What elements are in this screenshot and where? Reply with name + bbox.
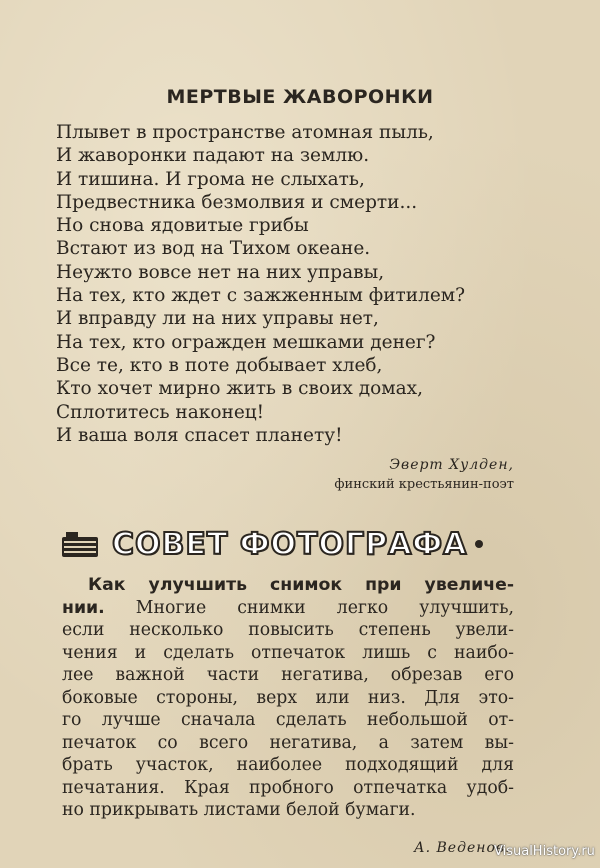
poem-line: И тишина. И грома не слыхать, [56, 168, 365, 190]
poem-author-role: финский крестьянин-поэт [334, 477, 514, 492]
poem-line: Встают из вод на Тихом океане. [56, 238, 371, 260]
poem-line: И жаворонки падают на землю. [56, 145, 370, 167]
bullet-dot [475, 540, 483, 548]
article-line [62, 574, 514, 597]
camera-icon [60, 529, 100, 559]
article-line: лее важной части негатива, обрезав его [62, 665, 514, 685]
article-line [62, 597, 514, 620]
poem-author-name: Эверт Хулден, [389, 457, 514, 473]
poem-line: Но снова ядовитые грибы [56, 215, 309, 237]
poem-title: МЕРТВЫЕ ЖАВОРОНКИ [166, 86, 434, 108]
poem-line: Сплотитесь наконец! [56, 401, 265, 423]
watermark: VisualHistory.ru [494, 844, 595, 859]
poem-line: И ваша воля спасет планету! [56, 424, 343, 446]
section-heading [60, 524, 540, 564]
poem-body [56, 121, 556, 447]
article-lead: Как улучшить снимок при увеличе- [88, 575, 514, 595]
article-line: но прикрывать листами белой бумаги. [62, 800, 416, 820]
article-line: печатания. Края пробного отпечатка удоб- [62, 777, 514, 798]
article-text: Многие снимки легко улучшить, [135, 597, 514, 618]
poem-line: Предвестника безмолвия и смерти... [56, 191, 418, 213]
poem-line: И вправду ли на них управы нет, [56, 308, 379, 330]
poem-line: Все те, кто в поте добывает хлеб, [56, 354, 383, 376]
article-author: А. Веденов. [414, 840, 511, 856]
poem-line: На тех, кто ждет с зажженным фитилем? [56, 285, 466, 307]
article-line: печаток со всего негатива, а затем вы- [62, 732, 514, 753]
poem-line: Плывет в пространстве атомная пыль, [56, 122, 434, 143]
article-line: боковые стороны, верх или низ. Для это- [62, 687, 514, 708]
advice-article [62, 574, 514, 822]
article-lead-end: нии. [62, 597, 105, 618]
article-line: если несколько повысить степень увели- [62, 620, 514, 640]
poem-line: Кто хочет мирно жить в своих домах, [56, 378, 424, 400]
poem-line: Неужто вовсе нет на них управы, [56, 261, 385, 283]
poem-line: На тех, кто огражден мешками денег? [56, 331, 436, 353]
poem-signature [334, 456, 514, 494]
article-line: чения и сделать отпечаток лишь с наибо- [62, 642, 514, 663]
article-line: брать участок, наиболее подходящий для [62, 755, 514, 775]
section-title: СОВЕТ ФОТОГРАФА [112, 526, 468, 562]
article-line: го лучше сначала сделать небольшой от- [62, 710, 514, 730]
